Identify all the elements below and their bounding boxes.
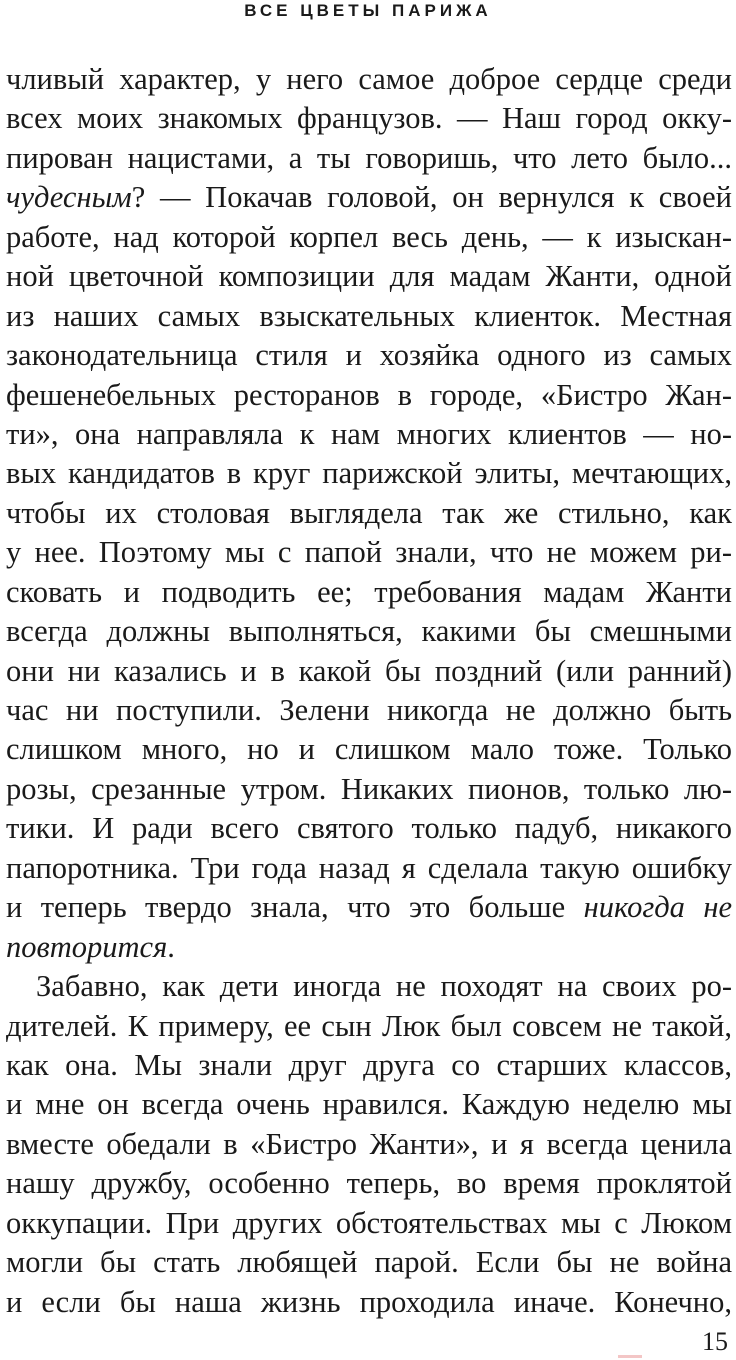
text-line: и мне он всегда очень нравился. Каждую неделю мы — [6, 1087, 732, 1122]
running-head: ВСЕ ЦВЕТЫ ПАРИЖА — [244, 1, 492, 20]
text-line: папоротника. Три года назад я сделала такую ошибку — [6, 850, 732, 885]
text-line: вых кандидатов в круг парижской элиты, мечтающих, — [6, 456, 732, 491]
text-line: могли бы стать любящей парой. Если бы не война — [6, 1245, 732, 1280]
text-line: ти», она направляла к нам многих клиентов — но- — [6, 416, 732, 451]
text-line: чтобы их столовая выглядела так же стильно, как — [6, 495, 732, 530]
text-line: чудесным? — Покачав головой, он вернулся к своей — [6, 180, 732, 215]
scan-mark — [618, 1355, 642, 1358]
page-number: 15 — [702, 1327, 728, 1356]
text-line: розы, срезанные утром. Никаких пионов, только лю- — [6, 771, 732, 806]
text-line: час ни поступили. Зелени никогда не должно быть — [6, 693, 732, 727]
text-line: они ни казались и в какой бы поздний (или ранний) — [6, 653, 732, 688]
text-line: дителей. К примеру, ее сын Люк был совсем не такой, — [6, 1008, 732, 1043]
text-line: повторится. — [6, 929, 175, 964]
text-line: тики. И ради всего святого только падуб, никакого — [6, 811, 732, 846]
text-line: у нее. Поэтому мы с папой знали, что не можем ри- — [6, 535, 732, 570]
text-line: как она. Мы знали друг друга со старших классов, — [6, 1047, 732, 1082]
text-line: всегда должны выполняться, какими бы смешными — [6, 614, 732, 649]
text-line: и теперь твердо знала, что это больше никогда не — [6, 890, 732, 925]
text-line: вместе обедали в «Бистро Жанти», и я всегда ценила — [6, 1126, 732, 1161]
text-line: из наших самых взыскательных клиенток. Местная — [6, 298, 732, 333]
text-line: ной цветочной композиции для мадам Жанти, одной — [6, 259, 732, 294]
text-line: нашу дружбу, особенно теперь, во время проклятой — [6, 1166, 732, 1201]
text-line: всех моих знакомых французов. — Наш город окку- — [6, 101, 732, 136]
body-text — [6, 60, 732, 1322]
text-line: сковать и подводить ее; требования мадам Жанти — [6, 574, 732, 609]
text-line: пирован нацистами, а ты говоришь, что лето было... — [6, 140, 732, 175]
text-line: и если бы наша жизнь проходила иначе. Конечно, — [6, 1284, 732, 1319]
text-line: оккупации. При других обстоятельствах мы с Люком — [6, 1205, 732, 1240]
text-line: фешенебельных ресторанов в городе, «Бистро Жан- — [6, 377, 732, 412]
paragraph-first-line: Забавно, как дети иногда не походят на своих ро- — [36, 969, 732, 1004]
text-line: слишком много, но и слишком мало тоже. Только — [6, 732, 732, 767]
text-line: чливый характер, у него самое доброе сердце среди — [6, 62, 732, 96]
text-line: работе, над которой корпел весь день, — к изыскан- — [6, 219, 732, 254]
text-line: законодательница стиля и хозяйка одного из самых — [6, 338, 732, 373]
